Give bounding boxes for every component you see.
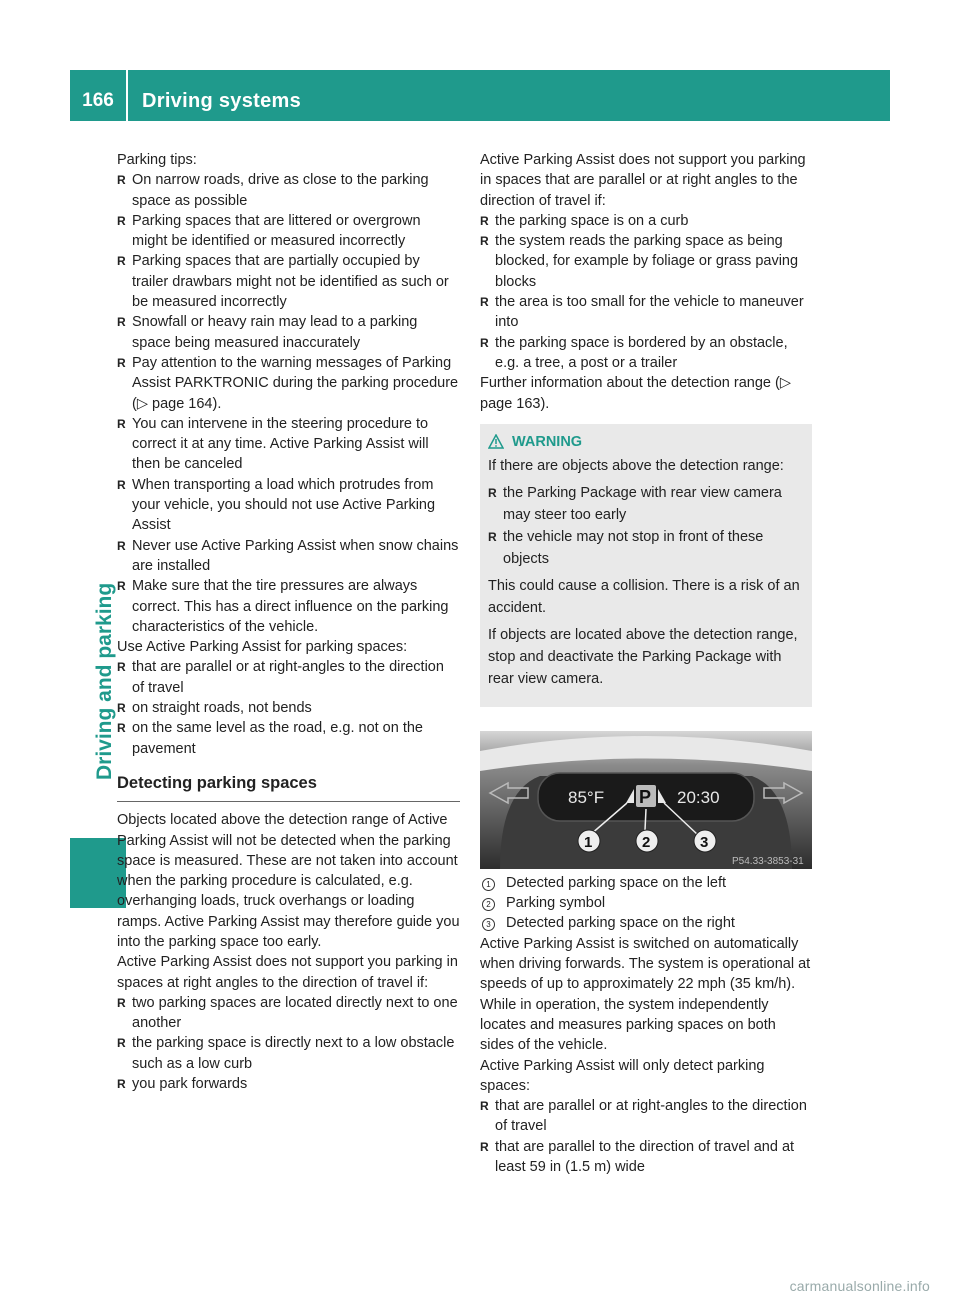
list-item: R the vehicle may not stop in front of these objects — [488, 526, 802, 570]
right-angle-list — [117, 993, 460, 1094]
parallel-list — [480, 211, 812, 373]
list-item: R Parking spaces that are partially occupied by trailer drawbars might not be identified as such or be measured incorrectly — [117, 251, 460, 312]
parallel-intro: Active Parking Assist does not support you parking in spaces that are parallel or at right angles to the direction of travel if: — [480, 152, 806, 209]
warning-instruction: If objects are located above the detection range, stop and deactivate the Parking Package with rear view camera. — [488, 626, 798, 687]
list-item: R Snowfall or heavy rain may lead to a parking space being measured inaccurately — [117, 312, 460, 353]
legend-text: Parking symbol — [506, 895, 606, 912]
list-item: R you park forwards — [117, 1074, 460, 1094]
side-tab — [89, 260, 117, 780]
list-item: R the parking space is on a curb — [480, 211, 812, 231]
legend-number: 3 — [482, 918, 495, 931]
callout-1 — [578, 830, 600, 852]
legend-item — [480, 913, 812, 933]
page-title: Driving systems — [142, 90, 302, 112]
parking-tips-list — [117, 170, 460, 637]
list-item: R the parking space is bordered by an obstacle, e.g. a tree, a post or a trailer — [480, 333, 812, 374]
header-divider — [126, 70, 128, 121]
callout-1-label: 1 — [584, 833, 593, 851]
left-column — [117, 150, 460, 1094]
callout-3 — [694, 830, 716, 852]
detect-paragraph: Objects located above the detection range of Active Parking Assist will not be detected when the parking space is measured. These are not taken into account when the parking procedure is calculated, e.g. overhanging loads, truck overhangs or loading ramps. Active Parking Assist may therefore guide you into the parking space too early. — [117, 812, 460, 950]
callout-3-label: 3 — [700, 833, 709, 851]
warning-title — [488, 431, 802, 453]
list-item: R two parking spaces are located directly next to one another — [117, 993, 460, 1034]
warning-intro: If there are objects above the detection range: — [488, 457, 784, 474]
list-item: R the area is too small for the vehicle to maneuver into — [480, 292, 812, 333]
figure-legend — [480, 873, 812, 934]
instrument-cluster-figure — [480, 731, 812, 869]
spacer — [117, 802, 460, 810]
detect-list — [480, 1096, 812, 1177]
section-heading: Detecting parking spaces — [117, 773, 460, 802]
list-item: R on straight roads, not bends — [117, 698, 460, 718]
list-item: R Make sure that the tire pressures are always correct. This has a direct influence on the parking characteristics of the vehicle. — [117, 576, 460, 637]
list-item: R the system reads the parking space as being blocked, for example by foliage or grass paving blocks — [480, 231, 812, 292]
warning-consequence: This could cause a collision. There is a risk of an accident. — [488, 577, 800, 616]
legend-number: 1 — [482, 878, 495, 891]
right-column — [480, 150, 812, 1177]
legend-text: Detected parking space on the right — [506, 915, 735, 932]
callout-2 — [636, 830, 658, 852]
use-list — [117, 657, 460, 758]
list-item: R that are parallel or at right-angles to the direction of travel — [117, 657, 460, 698]
warning-box — [480, 424, 812, 707]
cluster-illustration — [480, 731, 812, 869]
callout-2-label: 2 — [642, 833, 651, 851]
list-item: R Never use Active Parking Assist when snow chains are installed — [117, 536, 460, 577]
side-tab-label: Driving and parking — [93, 582, 116, 780]
parking-tips-intro: Parking tips: — [117, 152, 197, 168]
list-item: R the Parking Package with rear view camera may steer too early — [488, 482, 802, 526]
legend-number: 2 — [482, 898, 495, 911]
list-item: R Parking spaces that are littered or overgrown might be identified or measured incorrectly — [117, 211, 460, 252]
warning-triangle-icon — [488, 434, 504, 449]
time-readout: 20:30 — [677, 787, 720, 807]
list-item: R Pay attention to the warning messages of Parking Assist PARKTRONIC during the parking procedure (▷ page 164). — [117, 353, 460, 414]
list-item: R the parking space is directly next to a low obstacle such as a low curb — [117, 1033, 460, 1074]
further-info: Further information about the detection range (▷ page 163). — [480, 375, 791, 412]
right-angle-intro: Active Parking Assist does not support you parking in spaces at right angles to the direction of travel if: — [117, 954, 458, 991]
warning-list — [488, 482, 802, 570]
list-item: R that are parallel to the direction of travel and at least 59 in (1.5 m) wide — [480, 1137, 812, 1178]
legend-text: Detected parking space on the left — [506, 874, 727, 891]
list-item: R that are parallel or at right-angles to the direction of travel — [480, 1096, 812, 1137]
list-item: R You can intervene in the steering procedure to correct it at any time. Active Parking Assist will then be canceled — [117, 414, 460, 475]
warning-title-text: WARNING — [512, 433, 583, 450]
auto-paragraph: Active Parking Assist is switched on automatically when driving forwards. The system is operational at speeds of up to approximately 22 mph (35 km/h). While in operation, the system independently locates and measures parking spaces on both sides of the vehicle. — [480, 935, 811, 1054]
figure-code: P54.33-3853-31 — [732, 855, 804, 867]
temperature-readout: 85°F — [568, 787, 605, 807]
page-number: 166 — [82, 90, 114, 111]
parking-symbol: P — [639, 786, 652, 807]
detect-intro: Active Parking Assist will only detect parking spaces: — [480, 1057, 765, 1094]
legend-item — [480, 893, 812, 913]
legend-item — [480, 873, 812, 893]
list-item: R When transporting a load which protrudes from your vehicle, you should not use Active Parking Assist — [117, 475, 460, 536]
list-item: R on the same level as the road, e.g. not on the pavement — [117, 718, 460, 759]
list-item: R On narrow roads, drive as close to the parking space as possible — [117, 170, 460, 211]
watermark: carmanualsonline.info — [789, 1278, 930, 1294]
use-intro: Use Active Parking Assist for parking spaces: — [117, 639, 408, 656]
